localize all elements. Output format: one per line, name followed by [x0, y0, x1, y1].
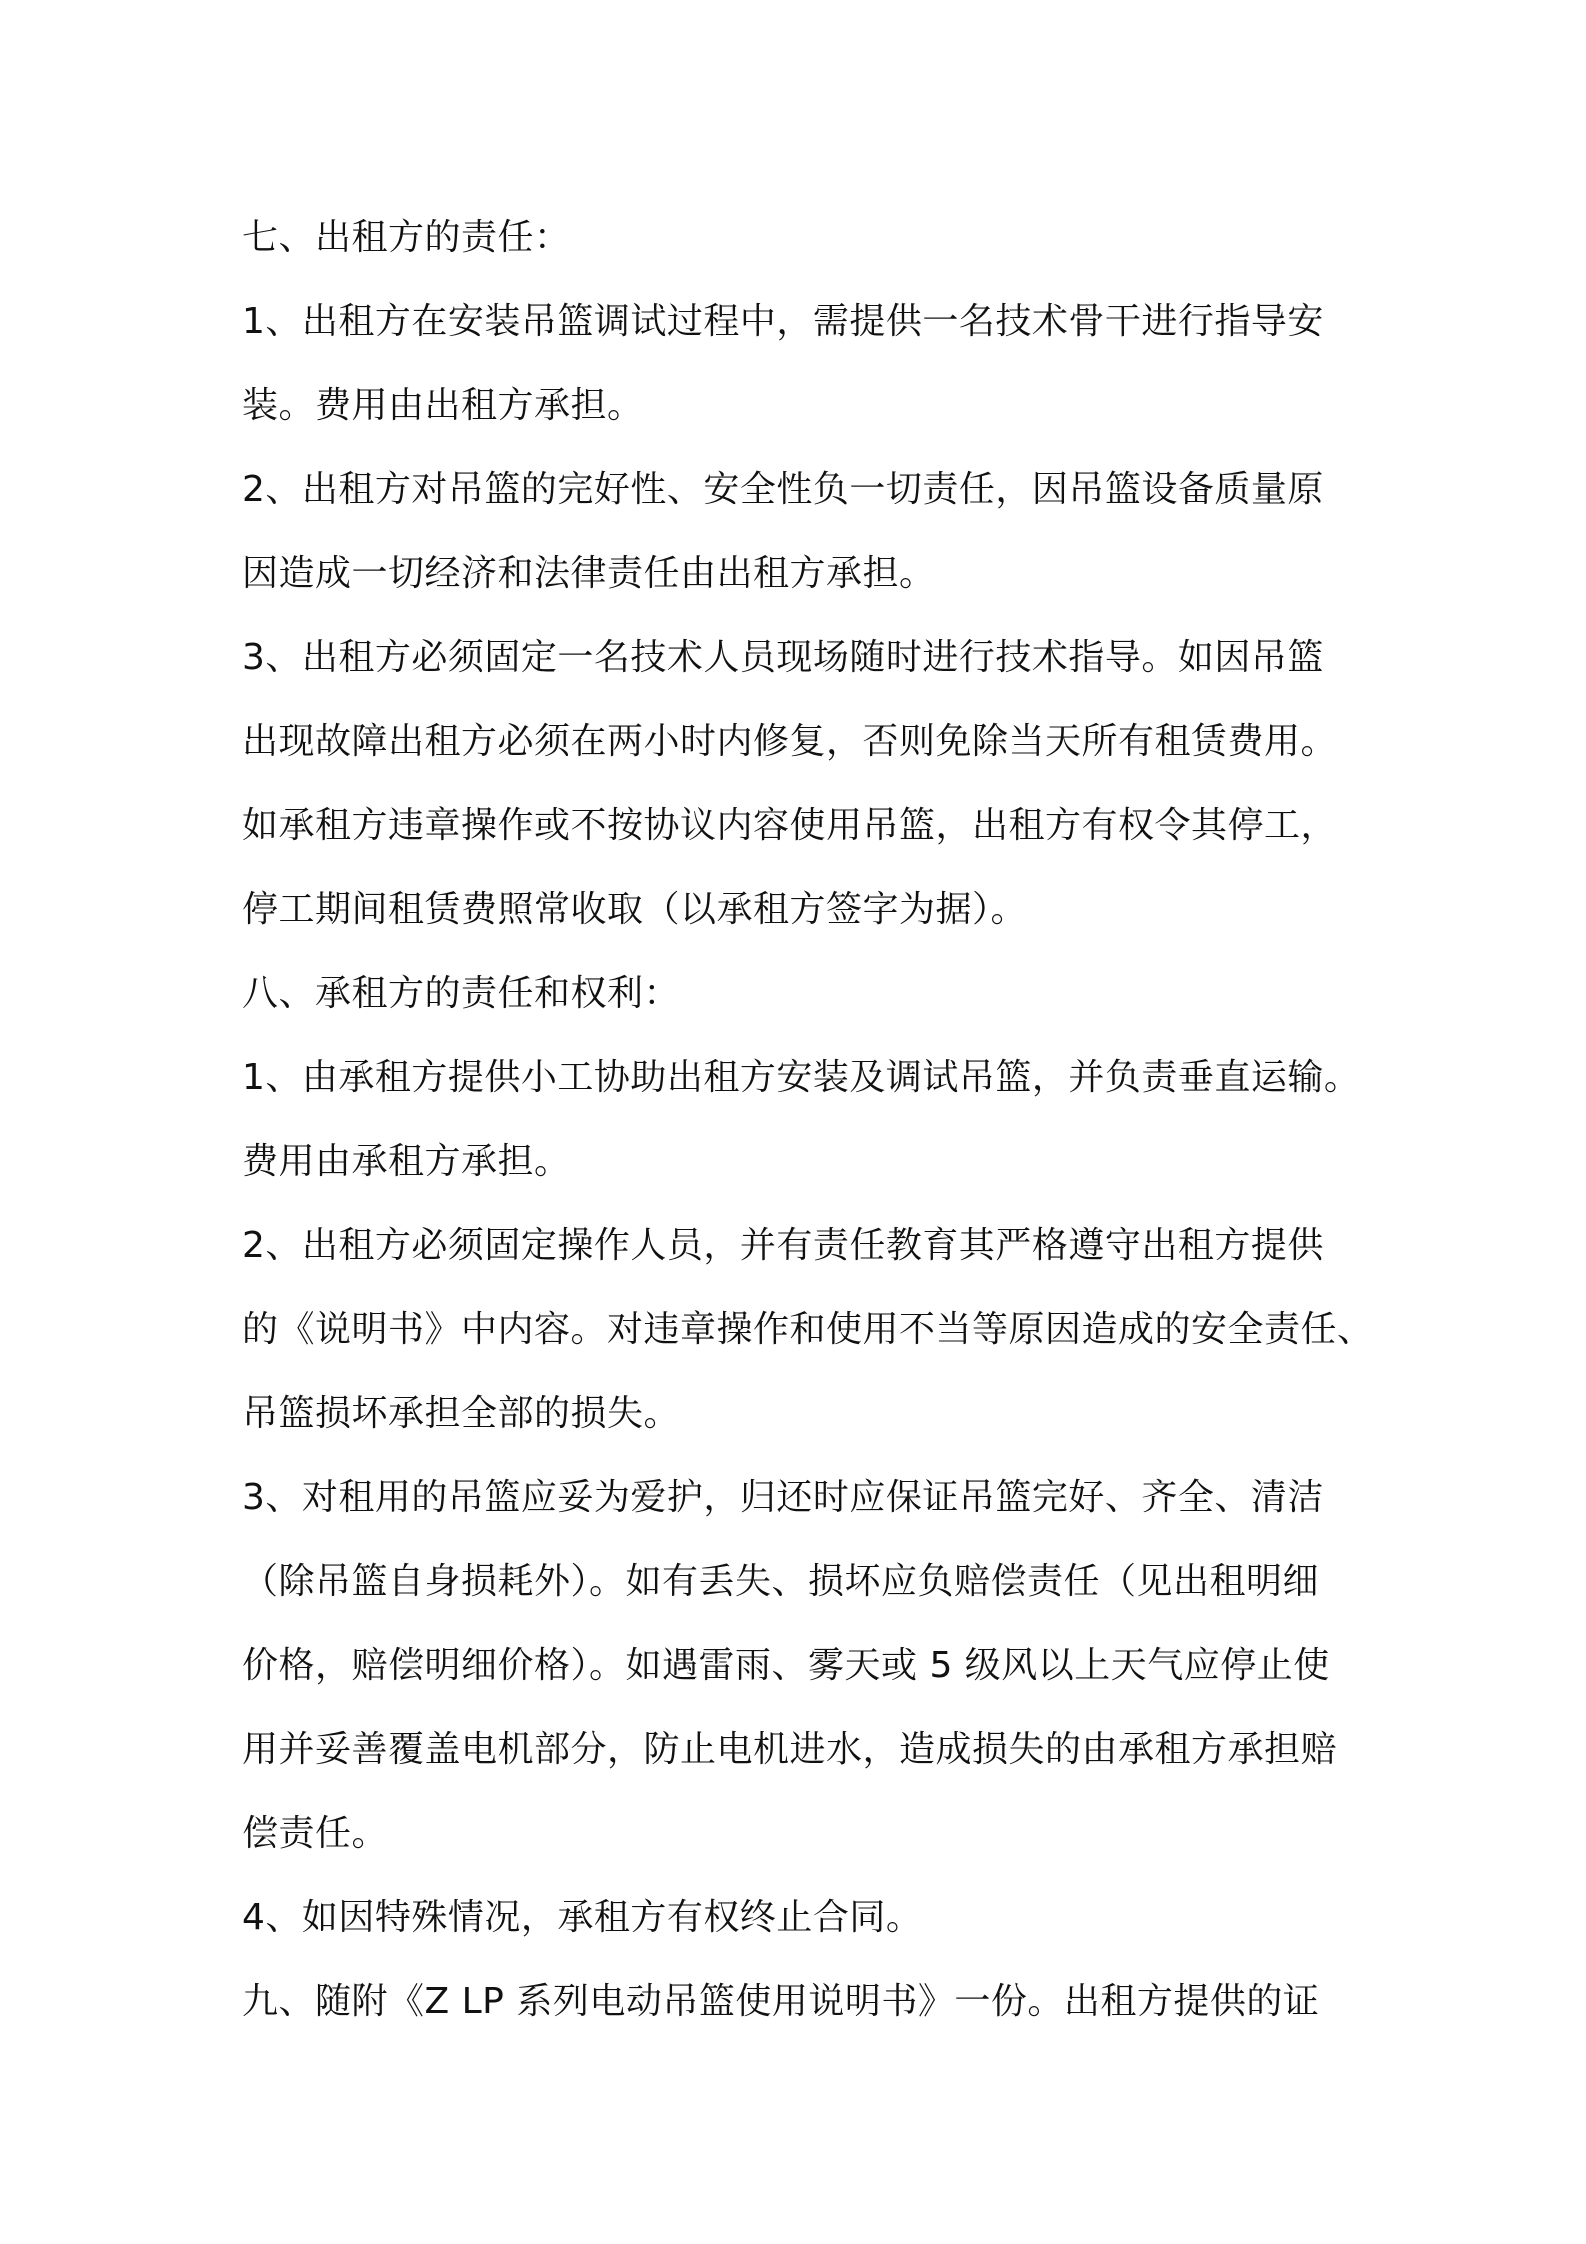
- paragraph-line: 装。费用由出租方承担。: [242, 385, 644, 426]
- paragraph-line: 偿责任。: [242, 1813, 389, 1854]
- paragraph-line: 的《说明书》中内容。对违章操作和使用不当等原因造成的安全责任、: [242, 1309, 1374, 1350]
- section-heading-7: 七、出租方的责任：: [242, 217, 571, 258]
- paragraph-line: 用并妥善覆盖电机部分，防止电机进水，造成损失的由承租方承担赔: [242, 1729, 1338, 1770]
- paragraph-line: 如承租方违章操作或不按协议内容使用吊篮，出租方有权令其停工，: [242, 805, 1338, 846]
- paragraph-line: 费用由承租方承担。: [242, 1141, 571, 1182]
- paragraph-line: 价格，赔偿明细价格）。如遇雷雨、雾天或 5 级风以上天气应停止使: [242, 1645, 1330, 1686]
- paragraph-line: 2、出租方必须固定操作人员，并有责任教育其严格遵守出租方提供: [242, 1225, 1324, 1266]
- section-heading-9: 九、随附《Z LP 系列电动吊篮使用说明书》一份。出租方提供的证: [242, 1981, 1320, 2022]
- document-body: [242, 196, 1374, 2044]
- paragraph-line: 4、如因特殊情况，承租方有权终止合同。: [242, 1897, 923, 1938]
- section-heading-8: 八、承租方的责任和权利：: [242, 973, 681, 1014]
- paragraph-line: （除吊篮自身损耗外）。如有丢失、损坏应负赔偿责任（见出租明细: [242, 1561, 1320, 1602]
- paragraph-line: 出现故障出租方必须在两小时内修复，否则免除当天所有租赁费用。: [242, 721, 1338, 762]
- paragraph-line: 1、出租方在安装吊篮调试过程中，需提供一名技术骨干进行指导安: [242, 301, 1324, 342]
- paragraph-line: 3、对租用的吊篮应妥为爱护，归还时应保证吊篮完好、齐全、清洁: [242, 1477, 1324, 1518]
- paragraph-line: 1、由承租方提供小工协助出租方安装及调试吊篮，并负责垂直运输。: [242, 1057, 1361, 1098]
- paragraph-line: 3、出租方必须固定一名技术人员现场随时进行技术指导。如因吊篮: [242, 637, 1324, 678]
- paragraph-line: 2、出租方对吊篮的完好性、安全性负一切责任，因吊篮设备质量原: [242, 469, 1324, 510]
- paragraph-line: 停工期间租赁费照常收取（以承租方签字为据）。: [242, 889, 1028, 930]
- paragraph-line: 因造成一切经济和法律责任由出租方承担。: [242, 553, 936, 594]
- paragraph-line: 吊篮损坏承担全部的损失。: [242, 1393, 681, 1434]
